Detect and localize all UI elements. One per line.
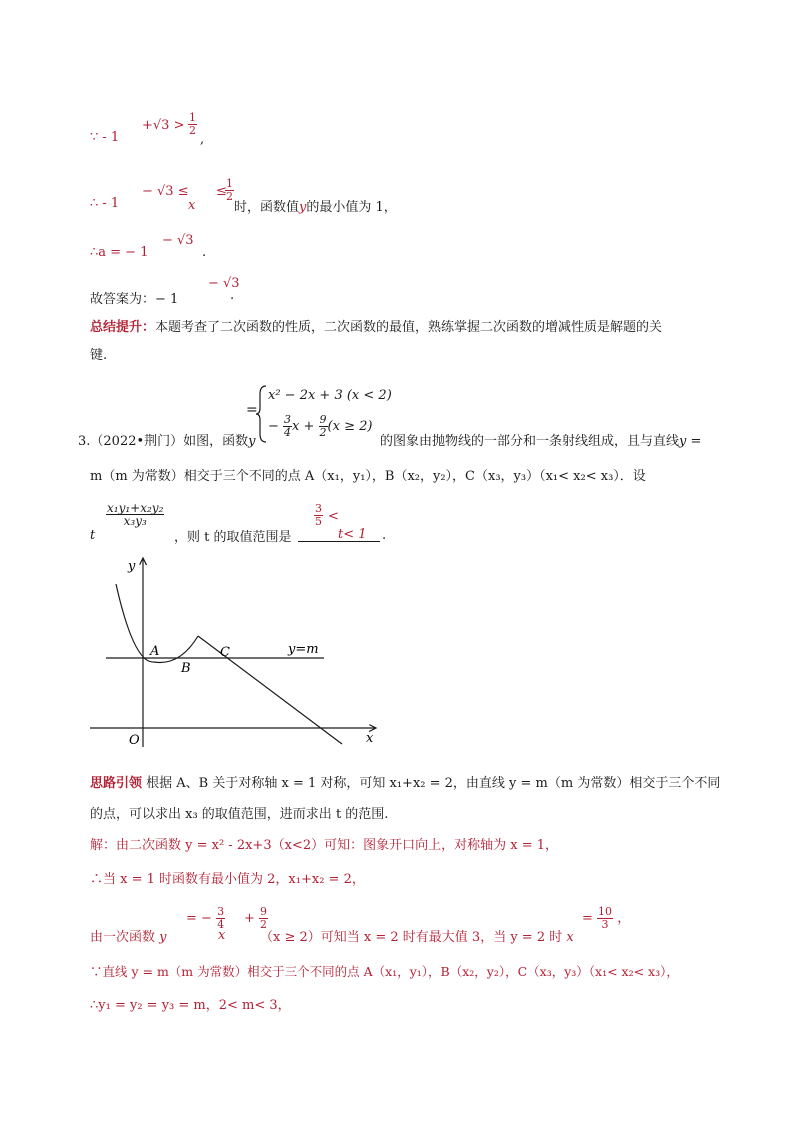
piecewise-case-1: x² − 2x + 3 (x < 2) xyxy=(268,388,392,403)
solution-step-2: ∴当 x = 1 时函数有最小值为 2，x₁+x₂ = 2， xyxy=(90,872,365,887)
fraction-denominator: 2 xyxy=(226,190,233,203)
solution-step-5: ∴y₁ = y₂ = y₃ = m，2< m< 3， xyxy=(90,998,291,1013)
fraction-half xyxy=(188,112,197,137)
fraction-numerator: 9 xyxy=(260,905,268,918)
solution-line-2 xyxy=(90,177,397,215)
fraction-denominator: 2 xyxy=(260,918,268,931)
var-y: y xyxy=(299,200,307,215)
line-2-tail xyxy=(234,196,397,215)
solution-step-1: 解：由二次函数 y = x² - 2x+3（x<2）可知：图象开口向上，对称轴为 x = 1， xyxy=(90,838,558,853)
hint-label: 思路引领 xyxy=(90,776,143,791)
case2-minus: − xyxy=(268,419,284,434)
comma: , xyxy=(200,132,205,147)
problem-text-3: ，则 t 的取值范围是 xyxy=(174,530,292,545)
problem-text: 的图象由抛物线的一部分和一条射线组成，且与直线 xyxy=(380,434,680,449)
summary-label: 总结提升： xyxy=(90,320,156,335)
problem-source: （2022•荆门）如图，函数 xyxy=(90,434,249,449)
fraction-three-fourths xyxy=(283,414,292,439)
var-y: y xyxy=(159,930,167,945)
solution-step-3 xyxy=(90,926,167,945)
period: . xyxy=(230,288,235,303)
fraction-ten-thirds xyxy=(597,906,613,931)
hint-line-1 xyxy=(90,772,720,791)
period: . xyxy=(382,528,387,543)
line-y-equals: y = xyxy=(679,434,702,449)
fraction-numerator: 3 xyxy=(315,502,322,515)
point-c-label: C xyxy=(220,645,230,660)
fraction-numerator: 1 xyxy=(226,177,233,190)
case2-x-plus: x + xyxy=(292,419,319,434)
text-therefore: ∴ - 1 xyxy=(90,196,120,211)
summary-line-1 xyxy=(90,316,662,335)
fraction-numerator: 10 xyxy=(598,905,613,918)
solution-step-4: ∵直线 y = m（m 为常数）相交于三个不同的点 A（x₁，y₁），B（x₂，y₂），C（x₃，y₃）（x₁< x₂< x₃）， xyxy=(90,964,679,979)
problem-text-2: m（m 为常数）相交于三个不同的点 A（x₁，y₁），B（x₂，y₂），C（x₃，y₃）（x₁< x₂< x₃）．设 xyxy=(90,469,646,484)
eq-sign: = xyxy=(582,911,593,926)
fraction-denominator: 5 xyxy=(315,515,322,528)
var-x: x xyxy=(566,930,574,945)
fraction-nine-halves xyxy=(319,414,328,439)
case2-domain: (x ≥ 2) xyxy=(327,419,373,434)
problem-text-1 xyxy=(380,430,701,449)
fraction-t-definition xyxy=(106,502,164,527)
text-when: 时，函数值 xyxy=(234,200,300,215)
eq-minus: = − xyxy=(186,911,212,926)
fraction-numerator: 3 xyxy=(217,905,225,918)
period: . xyxy=(202,245,207,260)
text-minus-sqrt3: − √3 xyxy=(208,276,240,291)
function-graph xyxy=(88,552,388,752)
fraction-numerator: 3 xyxy=(284,413,292,426)
text-le: ≤ xyxy=(216,184,227,199)
piecewise-case-2 xyxy=(268,414,372,439)
equals-sign: = xyxy=(246,402,258,418)
text-linear-function: 由一次函数 xyxy=(90,930,156,945)
var-x: x xyxy=(218,928,226,943)
ans-range: t< 1 xyxy=(338,527,367,542)
text-minus-sqrt3: − √3 xyxy=(162,233,194,248)
fraction-denominator: 4 xyxy=(217,918,225,931)
fraction-numerator: 9 xyxy=(319,413,327,426)
text-sqrt3-gt: +√3 > xyxy=(142,118,185,133)
solution-line-3 xyxy=(90,233,207,260)
var-y: y xyxy=(248,434,256,449)
text-a-equals: ∴a = − 1 xyxy=(90,245,149,260)
blank-underline xyxy=(298,541,380,542)
ans-lt: < xyxy=(328,509,339,524)
y-axis-label: y xyxy=(128,559,136,574)
x-axis-label: x xyxy=(366,731,374,746)
text-max-value: （x ≥ 2）可知当 x = 2 时有最大值 3，当 y = 2 时 xyxy=(260,930,563,945)
summary-text-cont: 键. xyxy=(90,348,108,363)
x-value-result xyxy=(582,906,630,931)
solution-line-1 xyxy=(90,111,205,147)
hint-text: 根据 A、B 关于对称轴 x = 1 对称，可知 x₁+x₂ = 2，由直线 y = m（m 为常数）相交于三个不同 xyxy=(146,776,721,791)
point-b-label: B xyxy=(181,661,191,676)
fraction-half xyxy=(225,178,234,203)
fraction-numerator: 1 xyxy=(189,111,196,124)
fraction-denominator: 4 xyxy=(284,426,292,439)
answer-line xyxy=(90,276,240,307)
answer-prefix: 故答案为：− 1 xyxy=(90,292,179,307)
summary-text: 本题考查了二次函数的性质，二次函数的最值，熟练掌握二次函数的增减性质是解题的关 xyxy=(155,320,663,335)
fraction-denominator: x₃y₃ xyxy=(123,514,147,528)
fraction-numerator: x₁y₁+x₂y₂ xyxy=(107,501,164,515)
problem-heading xyxy=(78,430,256,449)
var-t: t xyxy=(90,528,96,543)
piecewise-brace xyxy=(256,384,268,444)
fraction-three-fifths xyxy=(314,503,323,528)
var-x: x xyxy=(188,198,196,213)
eq-plus: + xyxy=(244,911,255,926)
problem-number: 3. xyxy=(78,434,91,449)
fraction-denominator: 2 xyxy=(319,426,327,439)
line-y-m-label: y=m xyxy=(288,642,319,657)
fraction-denominator: 3 xyxy=(601,918,609,931)
solution-step-3-text xyxy=(260,926,574,945)
text-because: ∵ - 1 xyxy=(90,130,120,145)
origin-label: O xyxy=(129,733,140,748)
answer-blank xyxy=(298,503,382,543)
point-a-label: A xyxy=(150,644,160,659)
text-min-value: 的最小值为 1， xyxy=(306,200,397,215)
text-minus-sqrt3-le: − √3 ≤ xyxy=(142,184,189,199)
hint-line-2 xyxy=(90,803,388,822)
summary-line-2 xyxy=(90,344,107,363)
fraction-denominator: 2 xyxy=(189,124,196,137)
hint-text-cont: 的点，可以求出 x₃ 的取值范围，进而求出 t 的范围. xyxy=(90,807,389,822)
comma: ， xyxy=(617,911,631,926)
